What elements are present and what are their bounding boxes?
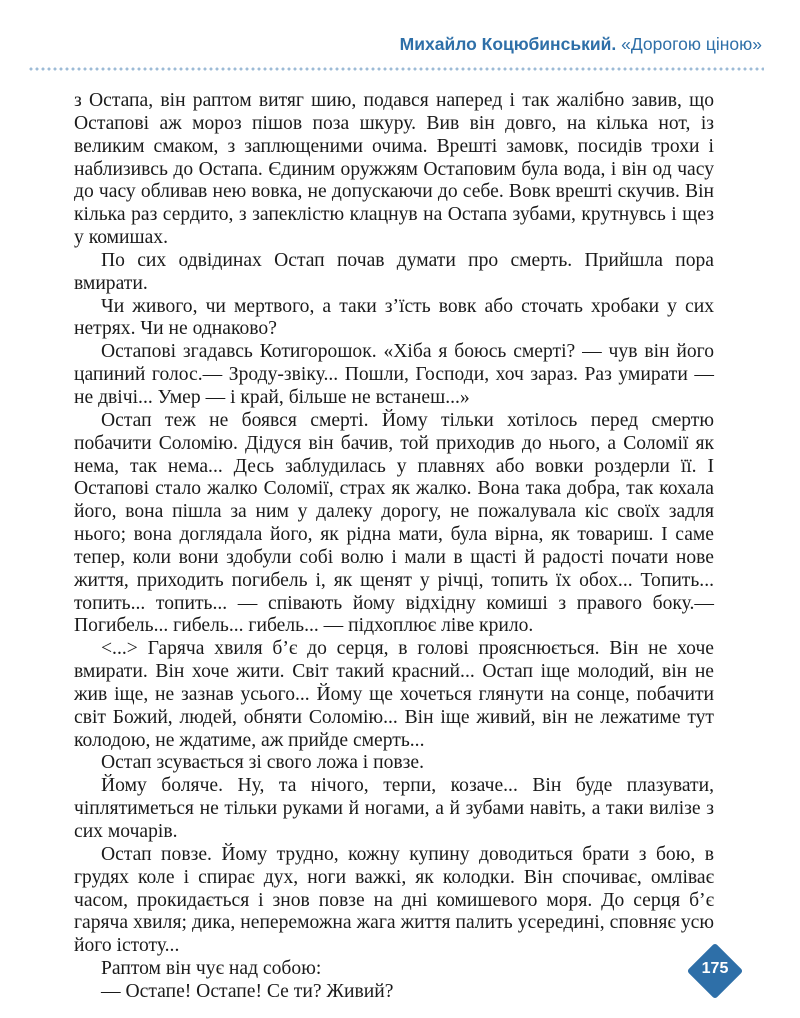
paragraph: Остап повзе. Йому трудно, кожну купину доводиться брати з бою, в грудях коле і спирає дух, ноги важкі, як колодки. Він спочиває, омліває часом, прокидається і знов повзе на дні комишевого моря. До серця б’є гаряча хвиля; дика, непереможна жага життя палить усередині, сповняє усю його істоту... — [74, 843, 714, 957]
running-header — [0, 34, 762, 55]
paragraph: По сих одвідинах Остап почав думати про смерть. Прийшла пора вмирати. — [74, 249, 714, 294]
page-number: 175 — [701, 960, 729, 977]
dotted-divider — [28, 67, 764, 71]
page-number-badge — [686, 942, 744, 1000]
paragraph: — Остапе! Остапе! Се ти? Живий? — [101, 980, 394, 1002]
paragraph: з Остапа, він раптом витяг шию, подався наперед і так жалібно завив, що Остапові аж мороз пішов поза шкуру. Вив він довго, на кілька нот, із великим смаком, з заплющеними очима. Врешті замовк, посидів трохи і наблизивсь до Остапа. Єдиним оружжям Остаповим була вода, і він од часу до часу обливав нею вовка, не допускаючи до себе. Вовк врешті скучив. Він кілька раз сердито, з запеклістю клацнув на Остапа зубами, крутнувсь і щез у комишах. — [74, 90, 714, 249]
paragraph: Остап зсувається зі свого ложа і повзе. — [101, 752, 425, 774]
paragraph: Раптом він чує над собою: — [101, 958, 322, 980]
paragraph: Остап теж не боявся смерті. Йому тільки хотілось перед смертю побачити Соломію. Дідуся він бачив, той приходив до нього, а Соломії як нема, так нема... Десь заблудилась у плавнях або вовки роздерли її. І Остапові стало жалко Соломії, страх як жалко. Вона така добра, так кохала його, вона пішла за ним у далеку дорогу, не пожалувала кіс своїх задля нього; вона доглядала його, як рідна мати, була вірна, як товариш. І саме тепер, коли вони здобули собі волю і мали в щасті й радості почати нове життя, приходить погибель і, як щенят у річці, топить їх обох... Топить... топить... топить... — співають йому відхідну комиші з правого боку.— Погибель... гибель... гибель... — підхоплює ліве крило. — [74, 409, 714, 637]
body-text — [74, 90, 714, 1004]
paragraph: Остапові згадавсь Котигорошок. «Хіба я боюсь смерті? — чув він його цапиний голос.— Зроду-звіку... Пошли, Господи, хоч зараз. Раз умирати — не двічі... Умер — і край, більше не встанеш...» — [74, 341, 714, 408]
paragraph: Йому боляче. Ну, та нічого, терпи, козаче... Він буде плазувати, чіплятиметься не тільки руками й ногами, а й зубами навіть, а таки вилізе з сих мочарів. — [74, 775, 714, 842]
header-author: Михайло Коцюбинський. — [399, 34, 617, 54]
paragraph: <...> Гаряча хвиля б’є до серця, в голові прояснюється. Він не хоче вмирати. Він хоче жити. Світ такий красний... Остап іще молодий, він не жив іще, не зазнав усього... Йому ще хочеться глянути на сонце, побачити світ Божий, людей, обняти Соломію... Він іще живий, він не лежатиме тут колодою, не ждатиме, аж прийде смерть... — [74, 638, 714, 751]
header-title: «Дорогою ціною» — [621, 34, 762, 54]
paragraph: Чи живого, чи мертвого, а таки з’їсть вовк або сточать хробаки у сих нетрях. Чи не однаково? — [74, 295, 714, 340]
